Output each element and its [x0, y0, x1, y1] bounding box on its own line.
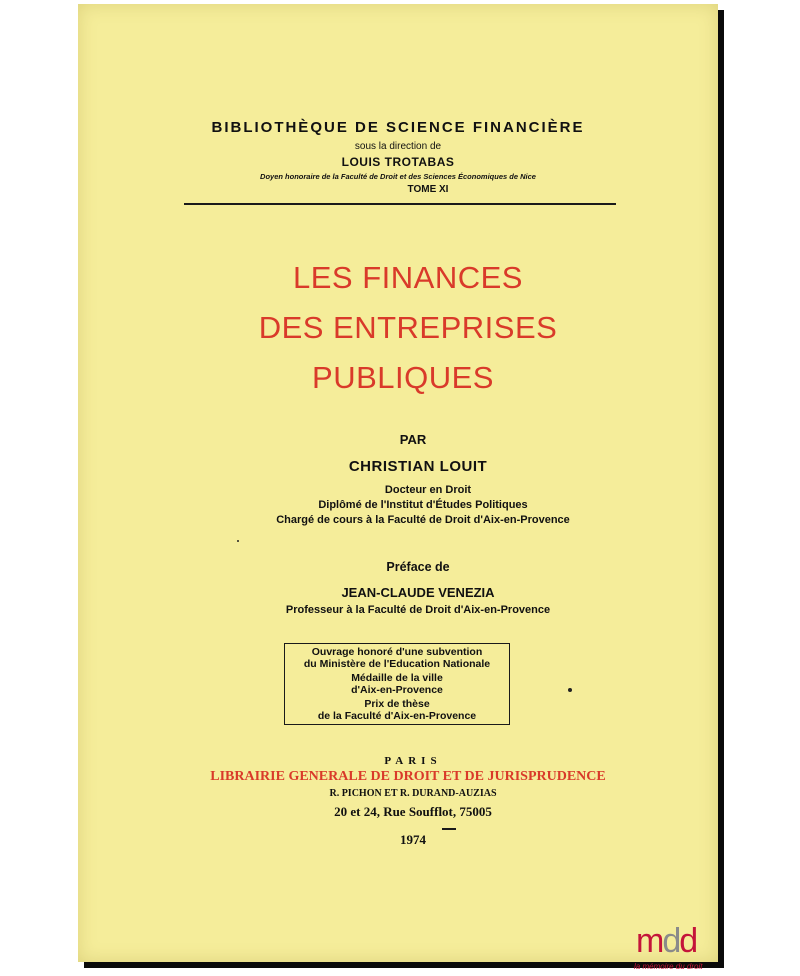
award-line: de la Faculté d'Aix-en-Provence — [317, 710, 477, 722]
publisher-partners: R. PICHON ET R. DURAND-AUZIAS — [329, 788, 497, 799]
watermark-logo: mdd — [636, 922, 697, 960]
preface-label: Préface de — [386, 560, 450, 574]
series-editor: LOUIS TROTABAS — [341, 155, 455, 169]
paper-speck — [237, 540, 239, 542]
watermark-tagline: la mémoire du droit — [634, 962, 703, 971]
series-volume: TOME XI — [407, 184, 449, 195]
publisher-name: LIBRAIRIE GENERALE DE DROIT ET DE JURISPRUDENCE — [210, 769, 606, 784]
award-line: du Ministère de l'Education Nationale — [303, 658, 491, 670]
author-credential: Chargé de cours à la Faculté de Droit d'Aix-en-Provence — [276, 514, 570, 526]
publication-year: 1974 — [400, 832, 426, 847]
book-title-line-3: PUBLIQUES — [312, 360, 494, 395]
year-dash — [442, 828, 456, 830]
book-title-line-1: LES FINANCES — [293, 260, 523, 295]
author-by: PAR — [399, 432, 427, 447]
award-line: Ouvrage honoré d'une subvention — [311, 646, 483, 658]
preface-author: JEAN-CLAUDE VENEZIA — [341, 585, 495, 600]
author-credential: Docteur en Droit — [384, 484, 472, 496]
award-line: Médaille de la ville — [351, 672, 443, 684]
series-title: BIBLIOTHÈQUE DE SCIENCE FINANCIÈRE — [211, 119, 585, 136]
book-title-line-2: DES ENTREPRISES — [258, 310, 558, 345]
book-cover — [78, 4, 718, 962]
awards-box — [284, 643, 510, 725]
series-direction: sous la direction de — [354, 141, 442, 152]
divider — [184, 203, 616, 205]
series-editor-title: Doyen honoraire de la Faculté de Droit et des Sciences Économiques de Nice — [260, 172, 536, 181]
award-line: d'Aix-en-Provence — [351, 684, 443, 696]
award-line: Prix de thèse — [364, 698, 430, 710]
author-credential: Diplômé de l'Institut d'Études Politiques — [318, 499, 528, 511]
author-name: CHRISTIAN LOUIT — [348, 458, 488, 475]
publisher-city: PARIS — [384, 755, 442, 767]
publisher-address: 20 et 24, Rue Soufflot, 75005 — [334, 804, 492, 819]
paper-speck — [568, 688, 572, 692]
preface-author-title: Professeur à la Faculté de Droit d'Aix-en-Provence — [285, 604, 551, 616]
